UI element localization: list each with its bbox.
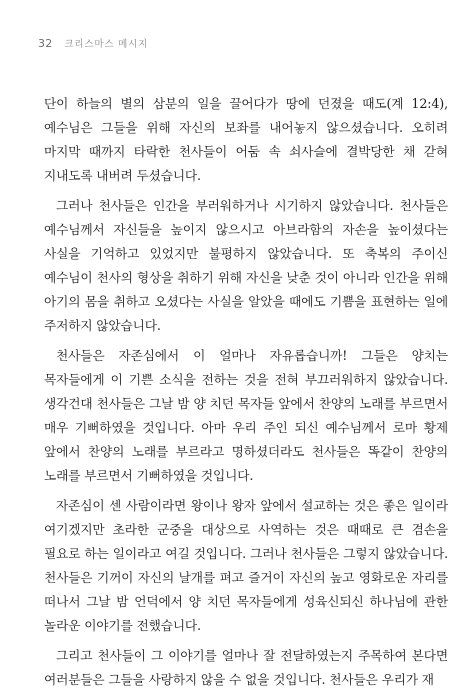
paragraph: 자존심이 센 사람이라면 왕이나 왕자 앞에서 설교하는 것은 좋은 일이라 여기겠지만 초라한 군중을 대상으로 사역하는 것은 때때로 큰 겸손을 필요로 하는 일이라고 여길 것입니다. 그러나 천사들은 그렇지 않았습니다. 천사들은 기꺼이 자신의 날개를 펴고 즐거이 자신의 높고 영화로운 자리를 떠나서 그날 밤 언덕에서 양 치던 목자들에게 성육신되신 하나님에 관한 놀라운 이야기를 전했습니다. [44, 498, 448, 633]
paragraph: 단이 하늘의 별의 삼분의 일을 끌어다가 땅에 던졌을 때도(계 12:4), 예수님은 그들을 위해 자신의 보좌를 내어놓지 않으셨습니다. 오히려 마지막 때까지 타락한 천사들이 어둠 속 쇠사슬에 결박당한 채 갇혀 지내도록 내버려 두셨습니다. [44, 96, 448, 183]
body-text [44, 92, 448, 698]
running-title: 크리스마스 메시지 [64, 39, 149, 50]
page-header [38, 36, 148, 50]
paragraph: 그러나 천사들은 인간을 부러워하거나 시기하지 않았습니다. 천사들은 예수님께서 자신들을 높이지 않으시고 아브라함의 자손을 높이셨다는 사실을 기억하고 있었지만 불평하지 않았습니다. 또 축복의 주이신 예수님이 천사의 형상을 취하기 위해 자신을 낮춘 것이 아니라 인간을 위해 아기의 몸을 취하고 오셨다는 사실을 알았을 때에도 기쁨을 표현하는 일에 주저하지 않았습니다. [44, 198, 448, 333]
page-number: 32 [38, 37, 53, 50]
paragraph: 그리고 천사들이 그 이야기를 얼마나 잘 전달하였는지 주목하여 본다면 여러분들은 그들을 사랑하지 않을 수 없을 것입니다. 천사들은 우리가 재 [44, 648, 448, 687]
paragraph: 천사들은 자존심에서 이 얼마나 자유롭습니까! 그들은 양치는 목자들에게 이 기쁜 소식을 전하는 것을 전혀 부끄러워하지 않았습니다. 생각건대 천사들은 그날 밤 양 치던 목자들 앞에서 찬양의 노래를 부르면서 매우 기뻐하였을 것입니다. 아마 우리 주인 되신 예수님께서 로마 황제 앞에서 찬양의 노래를 부르라고 명하셨더라도 천사들은 똑같이 찬양의 노래를 부르면서 기뻐하였을 것입니다. [44, 348, 448, 483]
